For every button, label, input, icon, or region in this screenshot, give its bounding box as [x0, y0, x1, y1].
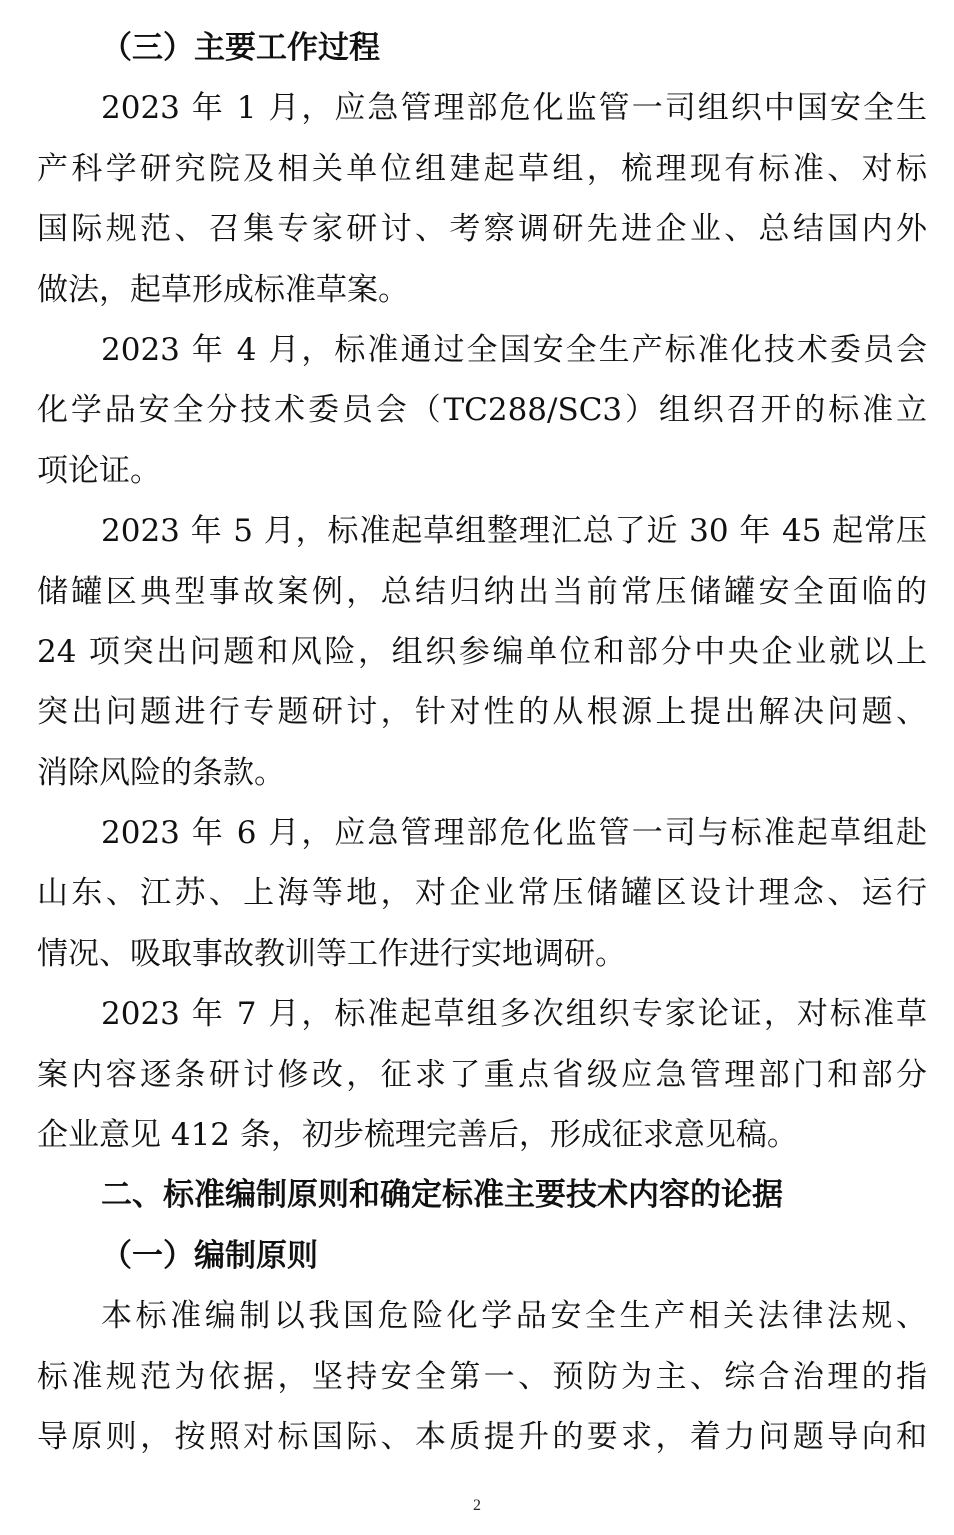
paragraph-may-2023-line-5: 消除风险的条款。	[37, 754, 285, 791]
paragraph-apr-2023-line-2: 化学品安全分技术委员会（TC288/SC3）组织召开的标准立	[37, 392, 927, 429]
paragraph-principles-line-1: 本标准编制以我国危险化学品安全生产相关法律法规、	[101, 1298, 927, 1335]
paragraph-jan-2023-line-1: 2023 年 1 月，应急管理部危化监管一司组织中国安全生	[101, 90, 927, 127]
chapter-heading-principles-and-basis: 二、标准编制原则和确定标准主要技术内容的论据	[101, 1177, 783, 1214]
paragraph-jan-2023-line-4: 做法，起草形成标准草案。	[37, 271, 409, 308]
paragraph-may-2023-line-1: 2023 年 5 月，标准起草组整理汇总了近 30 年 45 起常压	[101, 513, 927, 550]
paragraph-jun-2023-line-1: 2023 年 6 月，应急管理部危化监管一司与标准起草组赴	[101, 815, 927, 852]
paragraph-principles-line-3: 导原则，按照对标国际、本质提升的要求，着力问题导向和	[37, 1418, 927, 1455]
paragraph-jan-2023-line-2: 产科学研究院及相关单位组建起草组，梳理现有标准、对标	[37, 150, 927, 187]
section-heading-main-work-process: （三）主要工作过程	[101, 30, 380, 66]
paragraph-principles-line-2: 标准规范为依据，坚持安全第一、预防为主、综合治理的指	[37, 1358, 927, 1395]
page-number: 2	[473, 1497, 481, 1514]
document-body	[37, 18, 927, 1467]
paragraph-may-2023-line-4: 突出问题进行专题研讨，针对性的从根源上提出解决问题、	[37, 694, 927, 731]
paragraph-may-2023-line-3: 24 项突出问题和风险，组织参编单位和部分中央企业就以上	[37, 633, 927, 670]
paragraph-may-2023-line-2: 储罐区典型事故案例，总结归纳出当前常压储罐安全面临的	[37, 573, 927, 610]
section-heading-compilation-principles: （一）编制原则	[101, 1237, 318, 1274]
paragraph-apr-2023-line-1: 2023 年 4 月，标准通过全国安全生产标准化技术委员会	[101, 331, 927, 368]
paragraph-apr-2023-line-3: 项论证。	[37, 452, 161, 489]
paragraph-jun-2023-line-3: 情况、吸取事故教训等工作进行实地调研。	[37, 935, 626, 972]
paragraph-jan-2023-line-3: 国际规范、召集专家研讨、考察调研先进企业、总结国内外	[37, 211, 927, 248]
paragraph-jul-2023-line-2: 案内容逐条研讨修改，征求了重点省级应急管理部门和部分	[37, 1056, 927, 1093]
paragraph-jun-2023-line-2: 山东、江苏、上海等地，对企业常压储罐区设计理念、运行	[37, 875, 927, 912]
paragraph-jul-2023-line-1: 2023 年 7 月，标准起草组多次组织专家论证，对标准草	[101, 996, 927, 1033]
paragraph-jul-2023-line-3: 企业意见 412 条，初步梳理完善后，形成征求意见稿。	[37, 1117, 798, 1154]
